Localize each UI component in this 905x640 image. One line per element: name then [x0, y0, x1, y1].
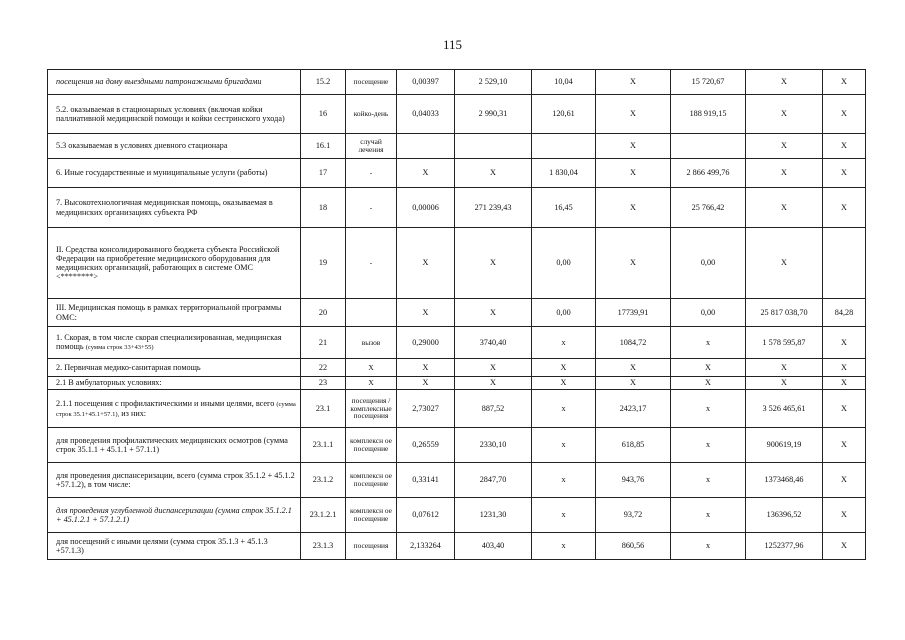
- row-label: для проведения углубленной диспансеризации (сумма строк 35.1.2.1 + 45.1.2.1 + 57.1.2.1): [56, 505, 292, 524]
- cell-total-oms: 1373468,46: [746, 463, 823, 498]
- cell-volume: Х: [397, 299, 455, 327]
- cell-percent: Х: [823, 70, 866, 95]
- cell-volume: 0,00397: [397, 70, 455, 95]
- cell-per-capita-oms: Х: [596, 359, 671, 377]
- cell-row-code: 23.1.1: [301, 428, 346, 463]
- cell-row-code: 17: [301, 159, 346, 188]
- row-tail: из них:: [119, 408, 147, 418]
- table-row: [48, 188, 866, 228]
- cell-per-capita-budget: Х: [532, 359, 596, 377]
- cell-percent: Х: [823, 327, 866, 359]
- cell-row-code: 18: [301, 188, 346, 228]
- row-label: 1. Скорая, в том числе скорая специализированная, медицинская помощь: [56, 333, 282, 352]
- cell-per-capita-budget: х: [532, 390, 596, 428]
- cell-total-oms: 25 817 038,70: [746, 299, 823, 327]
- cell-row-name: [48, 299, 301, 327]
- cell-unit: -: [346, 188, 397, 228]
- cell-unit: посещение: [346, 70, 397, 95]
- cell-unit: комплексн ое посещение: [346, 428, 397, 463]
- cell-per-capita-budget: 120,61: [532, 95, 596, 134]
- cell-cost-per-unit: 271 239,43: [455, 188, 532, 228]
- cell-cost-per-unit: 3740,40: [455, 327, 532, 359]
- cell-per-capita-oms: Х: [596, 228, 671, 299]
- cell-unit: -: [346, 159, 397, 188]
- cell-percent: Х: [823, 95, 866, 134]
- table-row: [48, 359, 866, 377]
- table-row: [48, 498, 866, 533]
- cell-per-capita-oms: Х: [596, 70, 671, 95]
- cell-row-name: [48, 159, 301, 188]
- cell-row-name: [48, 359, 301, 377]
- cell-percent: Х: [823, 533, 866, 560]
- cell-row-code: 23.1.3: [301, 533, 346, 560]
- cell-unit: комплексн ое посещение: [346, 498, 397, 533]
- cell-volume: 2,133264: [397, 533, 455, 560]
- cell-row-name: [48, 228, 301, 299]
- cell-percent: Х: [823, 390, 866, 428]
- cell-cost-per-unit: 887,52: [455, 390, 532, 428]
- cell-percent: Х: [823, 377, 866, 390]
- cell-unit: вызов: [346, 327, 397, 359]
- cell-total-oms: 136396,52: [746, 498, 823, 533]
- table-row: [48, 428, 866, 463]
- cell-volume: 0,29000: [397, 327, 455, 359]
- cell-percent: Х: [823, 428, 866, 463]
- cell-unit: посещения / комплексные посещения: [346, 390, 397, 428]
- cell-total-oms: 900619,19: [746, 428, 823, 463]
- cell-cost-per-unit: 2847,70: [455, 463, 532, 498]
- row-label: для проведения диспансеризации, всего (сумма строк 35.1.2 + 45.1.2 +57.1.2), в том числе:: [56, 470, 295, 489]
- cell-cost-per-unit: Х: [455, 299, 532, 327]
- cell-total-budget: 188 919,15: [671, 95, 746, 134]
- cell-per-capita-oms: 860,56: [596, 533, 671, 560]
- cell-unit: койко-день: [346, 95, 397, 134]
- cell-volume: 0,26559: [397, 428, 455, 463]
- cell-total-budget: Х: [671, 359, 746, 377]
- cell-total-budget: х: [671, 463, 746, 498]
- row-label: посещения на дому выездными патронажными бригадами: [56, 77, 262, 87]
- cell-row-code: 15.2: [301, 70, 346, 95]
- cell-row-name: [48, 533, 301, 560]
- table-row: [48, 463, 866, 498]
- cell-row-code: 22: [301, 359, 346, 377]
- cell-per-capita-budget: х: [532, 327, 596, 359]
- cell-row-name: [48, 428, 301, 463]
- cell-row-name: [48, 70, 301, 95]
- cell-total-budget: 25 766,42: [671, 188, 746, 228]
- row-label: II. Средства консолидированного бюджета субъекта Российской Федерации на приобретение медицинского оборудования для медицинских организаций, работающих в системе ОМС <********>: [56, 244, 280, 282]
- table-row: [48, 95, 866, 134]
- table-row: [48, 159, 866, 188]
- cell-row-code: 16.1: [301, 134, 346, 159]
- cell-unit: Х: [346, 377, 397, 390]
- cell-per-capita-budget: Х: [532, 377, 596, 390]
- cell-total-budget: [671, 134, 746, 159]
- cell-row-name: [48, 498, 301, 533]
- table-row: [48, 228, 866, 299]
- data-table: [47, 69, 866, 560]
- cell-per-capita-budget: х: [532, 463, 596, 498]
- table-row: [48, 134, 866, 159]
- cell-per-capita-oms: 618,85: [596, 428, 671, 463]
- cell-row-name: [48, 327, 301, 359]
- cell-per-capita-oms: Х: [596, 188, 671, 228]
- cell-unit: случай лечения: [346, 134, 397, 159]
- row-label: для посещений с иными целями (сумма строк 35.1.3 + 45.1.3 +57.1.3): [56, 536, 268, 555]
- cell-volume: Х: [397, 159, 455, 188]
- cell-per-capita-oms: 2423,17: [596, 390, 671, 428]
- cell-volume: 0,07612: [397, 498, 455, 533]
- cell-total-budget: 0,00: [671, 299, 746, 327]
- cell-row-code: 16: [301, 95, 346, 134]
- cell-total-budget: х: [671, 390, 746, 428]
- cell-per-capita-budget: 0,00: [532, 228, 596, 299]
- cell-row-name: [48, 134, 301, 159]
- cell-total-oms: Х: [746, 377, 823, 390]
- cell-total-budget: Х: [671, 377, 746, 390]
- table-row: [48, 377, 866, 390]
- cell-cost-per-unit: 1231,30: [455, 498, 532, 533]
- row-label: 2. Первичная медико-санитарная помощь: [56, 362, 201, 372]
- cell-total-budget: х: [671, 533, 746, 560]
- cell-total-budget: 2 866 499,76: [671, 159, 746, 188]
- cell-percent: 84,28: [823, 299, 866, 327]
- cell-volume: 0,33141: [397, 463, 455, 498]
- row-label: 5.2. оказываемая в стационарных условиях (включая койки паллиативной медицинской помощи и койки сестринского ухода): [56, 104, 285, 123]
- cell-volume: 2,73027: [397, 390, 455, 428]
- cell-volume: 0,00006: [397, 188, 455, 228]
- cell-per-capita-budget: 1 830,04: [532, 159, 596, 188]
- cell-percent: Х: [823, 159, 866, 188]
- cell-per-capita-oms: Х: [596, 377, 671, 390]
- cell-total-oms: Х: [746, 70, 823, 95]
- cell-row-code: 21: [301, 327, 346, 359]
- row-label: 2.1.1 посещения с профилактическими и иными целями, всего: [56, 399, 275, 409]
- cell-cost-per-unit: Х: [455, 159, 532, 188]
- cell-percent: Х: [823, 188, 866, 228]
- cell-per-capita-budget: х: [532, 533, 596, 560]
- cell-per-capita-budget: х: [532, 498, 596, 533]
- cell-per-capita-oms: 943,76: [596, 463, 671, 498]
- cell-per-capita-budget: 10,04: [532, 70, 596, 95]
- cell-total-budget: х: [671, 428, 746, 463]
- cell-per-capita-oms: 1084,72: [596, 327, 671, 359]
- cell-cost-per-unit: 2330,10: [455, 428, 532, 463]
- cell-row-name: [48, 463, 301, 498]
- cell-row-name: [48, 390, 301, 428]
- cell-row-code: 19: [301, 228, 346, 299]
- cell-cost-per-unit: 2 529,10: [455, 70, 532, 95]
- row-label: III. Медицинская помощь в рамках территориальной программы ОМС:: [56, 303, 282, 322]
- cell-cost-per-unit: Х: [455, 359, 532, 377]
- cell-percent: Х: [823, 359, 866, 377]
- cell-total-budget: х: [671, 327, 746, 359]
- table-row: [48, 70, 866, 95]
- cell-row-name: [48, 377, 301, 390]
- cell-row-code: 23.1: [301, 390, 346, 428]
- row-label: 5.3 оказываемая в условиях дневного стационара: [56, 141, 228, 151]
- cell-row-code: 23.1.2: [301, 463, 346, 498]
- cell-per-capita-oms: Х: [596, 159, 671, 188]
- cell-percent: [823, 228, 866, 299]
- cell-unit: Х: [346, 359, 397, 377]
- row-label: 7. Высокотехнологичная медицинская помощь, оказываемая в медицинских организациях субъекта РФ: [56, 198, 273, 217]
- cell-volume: 0,04033: [397, 95, 455, 134]
- cell-per-capita-oms: 17739,91: [596, 299, 671, 327]
- cell-volume: Х: [397, 228, 455, 299]
- cell-per-capita-budget: 0,00: [532, 299, 596, 327]
- cell-total-oms: 1252377,96: [746, 533, 823, 560]
- cell-volume: [397, 134, 455, 159]
- cell-total-budget: х: [671, 498, 746, 533]
- cell-total-oms: Х: [746, 95, 823, 134]
- page-number: 115: [442, 37, 463, 52]
- cell-total-oms: Х: [746, 188, 823, 228]
- cell-row-code: 20: [301, 299, 346, 327]
- cell-total-oms: Х: [746, 159, 823, 188]
- cell-row-name: [48, 188, 301, 228]
- row-label: 6. Иные государственные и муниципальные услуги (работы): [56, 168, 268, 178]
- cell-unit: посещения: [346, 533, 397, 560]
- cell-per-capita-oms: Х: [596, 95, 671, 134]
- cell-unit: -: [346, 228, 397, 299]
- cell-cost-per-unit: [455, 134, 532, 159]
- cell-percent: Х: [823, 134, 866, 159]
- cell-row-code: 23: [301, 377, 346, 390]
- cell-per-capita-budget: 16,45: [532, 188, 596, 228]
- cell-cost-per-unit: Х: [455, 228, 532, 299]
- row-label: для проведения профилактических медицинских осмотров (сумма строк 35.1.1 + 45.1.1 + 57.1.1): [56, 435, 288, 454]
- cell-volume: Х: [397, 359, 455, 377]
- cell-cost-per-unit: 2 990,31: [455, 95, 532, 134]
- cell-row-name: [48, 95, 301, 134]
- table-row: [48, 533, 866, 560]
- cell-cost-per-unit: Х: [455, 377, 532, 390]
- cell-total-budget: 15 720,67: [671, 70, 746, 95]
- cell-total-oms: Х: [746, 228, 823, 299]
- row-note: (сумма строк 33+43+55): [85, 344, 154, 352]
- cell-volume: Х: [397, 377, 455, 390]
- row-note: (сумма строк 35.1+45.1+57.1),: [56, 401, 296, 418]
- cell-unit: комплексн ое посещение: [346, 463, 397, 498]
- table-row: [48, 390, 866, 428]
- cell-total-budget: 0,00: [671, 228, 746, 299]
- table-row: [48, 299, 866, 327]
- cell-total-oms: Х: [746, 134, 823, 159]
- cell-row-code: 23.1.2.1: [301, 498, 346, 533]
- cell-per-capita-budget: [532, 134, 596, 159]
- cell-percent: Х: [823, 463, 866, 498]
- cell-unit: [346, 299, 397, 327]
- cell-per-capita-oms: 93,72: [596, 498, 671, 533]
- cell-percent: Х: [823, 498, 866, 533]
- row-label: 2.1 В амбулаторных условиях:: [56, 378, 162, 388]
- cell-total-oms: 3 526 465,61: [746, 390, 823, 428]
- cell-per-capita-oms: Х: [596, 134, 671, 159]
- cell-total-oms: 1 578 595,87: [746, 327, 823, 359]
- cell-total-oms: Х: [746, 359, 823, 377]
- cell-per-capita-budget: х: [532, 428, 596, 463]
- cell-cost-per-unit: 403,40: [455, 533, 532, 560]
- table-row: [48, 327, 866, 359]
